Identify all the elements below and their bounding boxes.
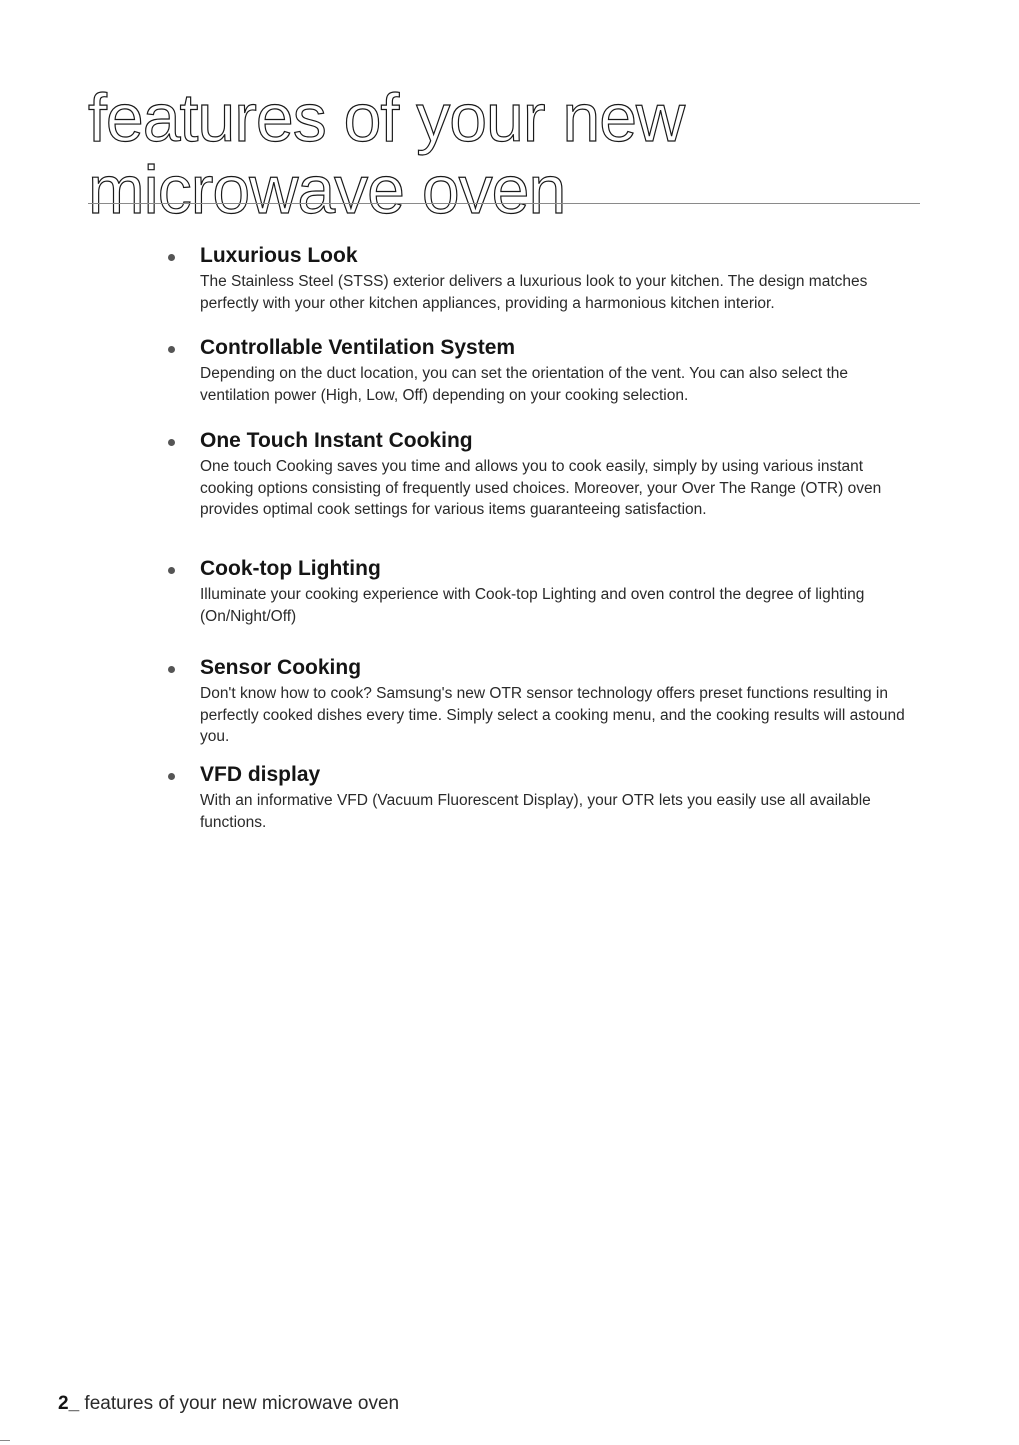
feature-heading: Luxurious Look — [200, 244, 358, 267]
page-title — [88, 82, 920, 226]
bullet-icon — [168, 439, 175, 446]
feature-heading: Cook-top Lighting — [200, 557, 381, 580]
feature-heading: One Touch Instant Cooking — [200, 429, 473, 452]
footer-section-label: features of your new microwave oven — [79, 1393, 400, 1414]
bullet-icon — [168, 254, 175, 261]
feature-item-one-touch-cooking — [200, 428, 920, 521]
bullet-icon — [168, 666, 175, 673]
page-number: 2_ — [58, 1393, 80, 1414]
feature-item-vfd-display — [200, 762, 920, 833]
feature-description: The Stainless Steel (STSS) exterior delivers a luxurious look to your kitchen. The design matches perfectly with your other kitchen appliances, providing a harmonious kitchen interior. — [200, 273, 868, 312]
feature-description: Don't know how to cook? Samsung's new OTR sensor technology offers preset functions resulting in perfectly cooked dishes every time. Simply select a cooking menu, and the cooking results will astound you. — [200, 685, 905, 745]
feature-description: Depending on the duct location, you can set the orientation of the vent. You can also select the ventilation power (High, Low, Off) depending on your cooking selection. — [200, 365, 849, 404]
feature-item-cooktop-lighting — [200, 556, 920, 627]
feature-item-sensor-cooking — [200, 655, 920, 748]
feature-heading: VFD display — [200, 763, 321, 786]
feature-heading: Sensor Cooking — [200, 656, 362, 679]
page-title-line-1: features of your new — [88, 80, 685, 156]
bullet-icon — [168, 773, 175, 780]
bullet-icon — [168, 567, 175, 574]
title-underline-rule — [88, 203, 920, 204]
feature-description: With an informative VFD (Vacuum Fluorescent Display), your OTR lets you easily use all available functions. — [200, 792, 871, 831]
feature-description: Illuminate your cooking experience with Cook-top Lighting and oven control the degree of lighting (On/Night/Off) — [200, 586, 865, 625]
bullet-icon — [168, 346, 175, 353]
scan-edge-mark — [0, 1440, 10, 1441]
feature-item-luxurious-look — [200, 243, 920, 314]
feature-item-ventilation-system — [200, 335, 920, 406]
page-footer — [58, 1392, 399, 1416]
feature-description: One touch Cooking saves you time and allows you to cook easily, simply by using various instant cooking options consisting of frequently used choices. Moreover, your Over The Range (OTR) oven provides optimal cook settings for various items guaranteeing satisfaction. — [200, 458, 882, 518]
feature-heading: Controllable Ventilation System — [200, 336, 516, 359]
page-title-line-2: microwave oven — [88, 152, 566, 228]
